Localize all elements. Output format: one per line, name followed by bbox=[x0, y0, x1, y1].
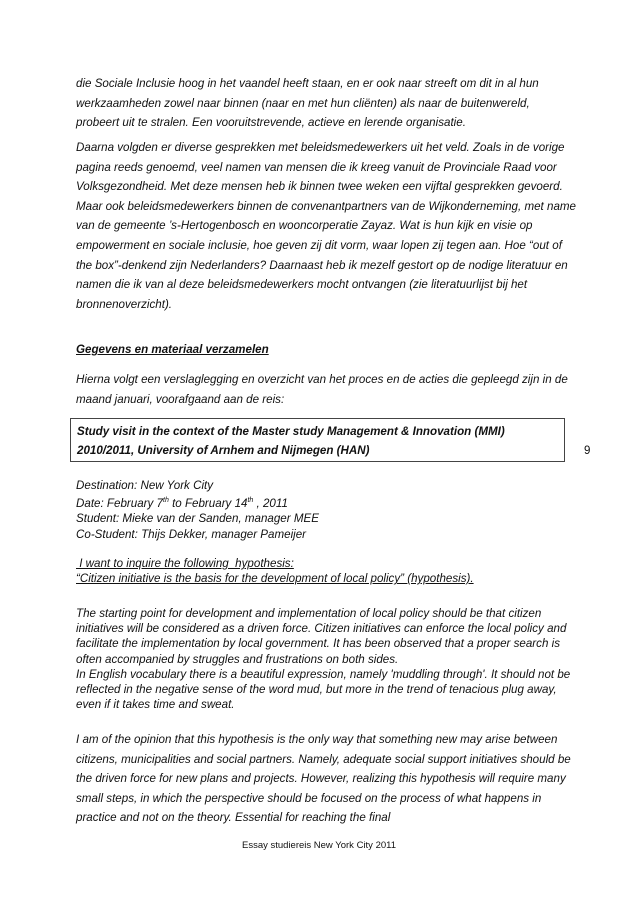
section-intro: Hierna volgt een verslaglegging en overzicht van het proces en de acties die gepleegd zijn in de maand januari, voorafgaand aan de reis: bbox=[76, 373, 568, 406]
page-number: 9 bbox=[584, 445, 591, 457]
hypothesis-intro: I want to inquire the following hypothesis: bbox=[76, 557, 294, 570]
paragraph-muddling-through: In English vocabulary there is a beautiful expression, namely 'muddling through'. It should not be reflected in the negative sense of the word mud, but more in the trend of tenacious plug away, even if it takes time and sweat. bbox=[76, 668, 571, 712]
study-visit-title bbox=[77, 422, 505, 460]
study-visit-line-1: Study visit in the context of the Master study Management & Innovation (MMI) bbox=[77, 425, 505, 438]
hypothesis bbox=[76, 556, 576, 586]
visit-meta bbox=[76, 478, 319, 542]
visit-date: Date: February 7th to February 14th , 2011 bbox=[76, 497, 288, 511]
section-heading: Gegevens en materiaal verzamelen bbox=[76, 343, 269, 356]
page-footer: Essay studiereis New York City 2011 bbox=[241, 840, 396, 851]
student: Student: Mieke van der Sanden, manager MEE bbox=[76, 512, 319, 526]
hypothesis-statement: “Citizen initiative is the basis for the development of local policy” (hypothesis). bbox=[76, 572, 474, 586]
study-visit-box bbox=[70, 418, 565, 462]
paragraph-social-inclusion: die Sociale Inclusie hoog in het vaandel heeft staan, en er ook naar streeft om dit in al hun werkzaamheden zowel naar binnen (naar en met hun cliënten) als naar de buitenwereld, probeert uit te stralen. Een vooruitstrevende, actieve en lerende organisatie. bbox=[76, 77, 539, 130]
paragraph-opinion: I am of the opinion that this hypothesis is the only way that something new may arise between citizens, municipalities and social partners. Namely, adequate social support initiatives should be the driven force for new plans and projects. However, realizing this hypothesis will require many small steps, in which the perspective should be focused on the process of what happens in practice and not on the theory. Essential for reaching the final bbox=[76, 733, 571, 825]
study-visit-line-2: 2010/2011, University of Arnhem and Nijmegen (HAN) bbox=[77, 444, 370, 457]
co-student: Co-Student: Thijs Dekker, manager Pameijer bbox=[76, 527, 307, 541]
paragraph-starting-point: The starting point for development and implementation of local policy should be that citizen initiatives will be considered as a driven force. Citizen initiatives can enforce the local policy and facilitate the implementation by local government. It has been observed that a proper search is often accompanied by struggles and frustrations on both sides. bbox=[76, 607, 567, 666]
destination: Destination: New York City bbox=[76, 479, 214, 492]
paragraph-conversations: Daarna volgden er diverse gesprekken met beleidsmedewerkers uit het veld. Zoals in de vorige pagina reeds genoemd, veel namen van mensen die ik kreeg vanuit de Provinciale Raad voor Volksgezondheid. Met deze mensen heb ik binnen twee weken een vijftal gesprekken gevoerd. Maar ook beleidsmedewerkers binnen de convenantpartners van de Wijkonderneming, met name van de gemeente ’s-Hertogenbosch en wooncorperatie Zayaz. Wat is hun kijk en visie op empowerment en sociale inclusie, hoe geven zij dit vorm, waar lopen zij tegen aan. Hoe “out of the box”-denkend zijn Nederlanders? Daarnaast heb ik mezelf gestort op de nodige literatuur en namen die ik van al deze beleidsmedewerkers mocht ontvangen (zie literatuurlijst bij het bronnenoverzicht). bbox=[76, 141, 576, 311]
